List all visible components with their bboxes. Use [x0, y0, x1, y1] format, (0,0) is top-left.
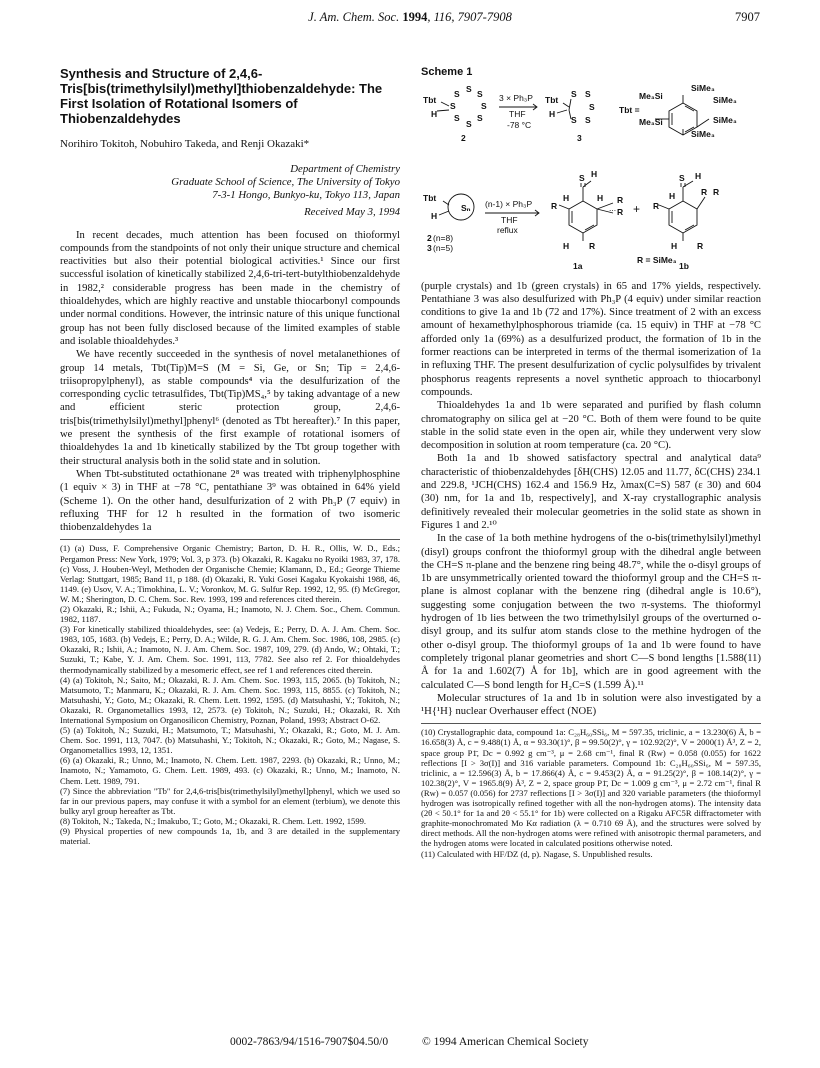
footnote: (8) Tokitoh, N.; Takeda, N.; Imakubo, T.; Goto, M.; Okazaki, R. Chem. Lett. 1992, 1599.	[60, 815, 367, 826]
journal-volume: 116	[433, 10, 452, 24]
affiliation-line: Department of Chemistry	[290, 163, 400, 176]
temperature-label: -78 °C	[507, 120, 532, 131]
bond-line	[439, 211, 449, 215]
footnote: (7) Since the abbreviation "Tb" for 2,4,6-tris[bis(trimethylsilyl)methyl]phenyl, which we used so far in our previous papers, may confuse it with a symbol for an element (terbium), we denote this bulky aryl group hereafter as Tbt.	[60, 785, 400, 816]
body-paragraph: In the case of 1a both methine hydrogens of the o-bis(trimethylsilyl)methyl (disyl) groups confront the thioformyl group with the dihedral angle between the CH=S π-plane and the benzene ring being 48.7°, while the o-disyl groups of 1b are unsymmetrically oriented toward the thioformyl group and the CH=S π-plane is almost coplanar with the benzene ring (dihedral angle is 10.6°), suggesting some conjugation between the two π-systems. The thioformyl hydrogen of 1b lies between the two trimethylsilyl groups of the overturned o-disyl group, and its sulfur atom stands close to the methine hydrogen of the other o-disyl group. The thioformyl groups of 1a and 1b were found to have completely trigonal planar geometries and short C—S bond lengths [1.588(11) Å for 1a and 1.602(7) Å for 1b], which are in good agreement with the calculated C—S bond length for H₂C=S (1.599 Å).¹¹	[421, 533, 761, 691]
s-label: S	[585, 115, 591, 126]
compound-label-3: 3	[427, 243, 432, 254]
r-definition: R = SiMe₃	[637, 255, 677, 266]
footnote-divider	[60, 539, 400, 540]
r-label: R	[713, 187, 720, 198]
h-label: H	[669, 191, 676, 202]
tbt-label: Tbt	[423, 193, 437, 204]
s-label: S	[571, 89, 577, 100]
h-label: H	[563, 241, 570, 252]
bond-line	[563, 103, 569, 107]
s-label: S	[477, 113, 483, 124]
benzene-ring	[569, 201, 597, 233]
s-label: S	[679, 173, 685, 184]
tbt-label: Tbt	[423, 95, 437, 106]
h-label: H	[597, 193, 604, 204]
footnote: (11) Calculated with HF/DZ (d, p). Nagase, S. Unpublished results.	[421, 848, 653, 859]
r-label: R	[617, 195, 624, 206]
s-label: S	[477, 89, 483, 100]
left-column	[60, 66, 400, 846]
bond-line	[659, 205, 669, 209]
r-label: R	[551, 201, 558, 212]
sime3-label: SiMe₃	[713, 95, 737, 106]
footnote: (9) Physical properties of new compounds 1a, 1b, and 3 are detailed in the supplementary material.	[60, 826, 400, 847]
footnote: (3) For kinetically stabilized thioaldehydes, see: (a) Vedejs, E.; Perry, D. A. J. Am. Chem. Soc. 1983, 105, 1683. (b) Vedejs, E.; Perry, D. A.; Wilde, R. G. J. Am. Chem. Soc. 1986, 108, 2985. (c) Okazaki, R.; Ishii, A.; Inamoto, N. J. Am. Chem. Soc. 1987, 109, 279. (d) Ando, W.; Ohtaki, T.; Suzuki, T.; Kabe, Y. J. Am. Chem. Soc. 1991, 113, 7782. See also ref 2. For thioaldehydes thermodynamically stabilized by a mesomeric effect, see ref 1 and references cited therein.	[60, 624, 400, 675]
r-label: R	[653, 201, 660, 212]
solvent-label: THF	[501, 215, 518, 226]
affiliation-line: 7-3-1 Hongo, Bunkyo-ku, Tokyo 113, Japan	[212, 189, 400, 202]
bond-line	[437, 110, 449, 111]
scheme-title: Scheme 1	[421, 66, 473, 78]
solvent-label: THF	[509, 109, 526, 120]
s-label: S	[450, 101, 456, 112]
h-label: H	[431, 109, 438, 120]
compound-label-1b: 1b	[679, 261, 689, 272]
reagent-label: 3 × Ph₃P	[499, 93, 533, 104]
tbt-definition-label: Tbt =	[619, 105, 640, 116]
bond-line	[557, 110, 567, 113]
body-paragraph: Molecular structures of 1a and 1b in solution were also investigated by a ¹H{¹H} nuclear Overhauser effect (NOE)	[421, 692, 761, 718]
me3si-label: Me₃Si	[639, 117, 663, 128]
bond-line	[559, 205, 569, 209]
footnotes-left	[60, 543, 400, 846]
article-title: Synthesis and Structure of 2,4,6-Tris[bis(trimethylsilyl)methyl]thiobenzaldehyde: The First Isolation of Rotational Isomers of Thiobenzaldehydes	[60, 66, 383, 126]
body-paragraph: In recent decades, much attention has been focused on thioformyl compounds from the standpoints of not only their unique structure and chemical reactivities but also their potential biological activities.¹ Since our first successful isolation of kinetically stabilized 2,4,6-tri-tert-butylthiobenzaldehyde in 1982,² considerable progress has been made in the chemistry of thioaldehydes, which are highly reactive and unstable thiocarbonyl compounds under normal conditions. However, the intrinsic nature of this unique functional group has not been fully disclosed because of the limited examples of stable and isolable thioaldehydes.³	[60, 229, 400, 347]
compound-label-1a: 1a	[573, 261, 583, 272]
sime3-label: SiMe₃	[691, 129, 715, 140]
affiliation	[60, 163, 400, 202]
s-label: S	[454, 89, 460, 100]
article-code: 0002-7863/94/1516-7907$04.50/0	[230, 1036, 389, 1048]
sime3-label: SiMe₃	[713, 115, 737, 126]
affiliation-line: Graduate School of Science, The University of Tokyo	[171, 176, 400, 189]
footnote: (2) Okazaki, R.; Ishii, A.; Fukuda, N.; Oyama, H.; Inamoto, N. J. Chem. Soc., Chem. Commun. 1982, 1187.	[60, 603, 400, 625]
r-label: R	[589, 241, 596, 252]
footnote: (5) (a) Tokitoh, N.; Suzuki, H.; Matsumoto, T.; Matsuhashi, Y.; Okazaki, R.; Goto, M. J. Am. Chem. Soc. 1991, 113, 7047. (b) Matsuhashi, Y.; Tokitoh, N.; Okazaki, R.; Goto, M.; Nagase, S. Organometallics 1993, 12, 1351.	[60, 725, 400, 756]
running-header	[60, 10, 760, 28]
s-label: S	[571, 115, 577, 126]
footnote: (6) (a) Okazaki, R.; Unno, M.; Inamoto, N. Chem. Lett. 1987, 2293. (b) Okazaki, R.; Unno, M.; Inamoto, N.; Yamamoto, G. Chem. Lett. 1989, 493. (c) Okazaki, R.; Unno, M.; Inamoto, N. Chem. Lett. 1989, 791.	[60, 755, 400, 786]
journal-year: 1994	[402, 10, 428, 24]
sn-label: Sₙ	[461, 203, 471, 214]
journal-name: J. Am. Chem. Soc.	[308, 10, 400, 24]
n8-label: (n=8)	[433, 233, 454, 244]
body-paragraph: When Tbt-substituted octathionane 2⁸ was treated with triphenylphosphine (1 equiv × 3) in THF at −78 °C, pentathiane 3⁹ was obtained in 64% yield (Scheme 1). On the other hand, desulfurization of 2 with Ph₃P (7 equiv) in refluxing THF for 12 h resulted in the formation of two isomeric thiobenzaldehydes 1a	[60, 468, 400, 534]
body-paragraph: Thioaldehydes 1a and 1b were separated and purified by flash column chromatography on silica gel at −20 °C. Both of them were found to be quite stable in the solid state even in the open air, while they underwent very slow decomposition in solution at room temperature (ca. 20 °C).	[421, 400, 761, 452]
r-label: R	[697, 241, 704, 252]
me3si-label: Me₃Si	[639, 91, 663, 102]
footnote: (10) Crystallographic data, compound 1a: C₂₈H₆₀SSi₆, M = 597.35, triclinic, a = 13.230(6) Å, b = 16.658(3) Å, c = 9.488(1) Å, α = 93.30(1)°, β = 99.50(2)°, γ = 102.92(2)°, V = 2000(1) Å³, Z = 2, space group P1̄, Dc = 0.992 g cm⁻³, μ = 2.68 cm⁻¹, final R (Rw) = 0.058 (0.055) for 1622 reflections [I > 3σ(I)] and 316 variable parameters. Compound 1b: C₂₈H₆₀SSi₆, M = 597.35, triclinic, a = 12.596(3) Å, b = 17.866(4) Å, c = 9.453(2) Å, α = 91.25(2)°, β = 108.14(2)°, γ = 102.38(2)°, V = 1965.8(9) Å³, Z = 2, space group P1̄, Dc = 1.009 g cm⁻³, μ = 2.72 cm⁻¹, final R (Rw) = 0.057 (0.056) for 2737 reflections [I > 3σ(I)] and 320 variable parameters (the thioformyl hydrogen was isotropically refined together with all the non-hydrogen atoms). The intensity data (2θ < 50.1° for 1a and 2θ < 55.1° for 1b) were collected on a Rigaku AFC5R diffractometer with graphite-monochromated Mo Kα radiation (λ = 0.710 69 Å), and the structures were solved by direct methods. All the non-hydrogen atoms were refined with anisotropic thermal parameters, and the hydrogen atoms were located in calculated positions otherwise noted.	[421, 727, 761, 849]
bond-line	[443, 201, 449, 205]
s-label: S	[466, 84, 472, 95]
bond-line	[697, 197, 705, 209]
body-paragraph: (purple crystals) and 1b (green crystals) in 65 and 17% yields, respectively. Pentathiane 3 was also desulfurized with Ph₃P (4 equiv) under similar reaction conditions to give 1a and 1b (72 and 17%). Since treatment of 2 with an excess amount of hexamethylphosphorous triamide (ca. 15 equiv) in THF at −78 °C afforded only 1a (69%) as a desulfurized product, the formation of 1b in the former reactions can be interpreted in terms of the thermal isomerization of 1a in refluxing THF. The present desulfurization of cyclic polysulfides by trivalent phosphorus reagents represents a novel synthetic approach to thiocarbonyl compounds.	[421, 280, 761, 398]
ellipsis-label: ...	[609, 203, 617, 214]
page-number: 7907	[735, 10, 760, 24]
copyright-notice: © 1994 American Chemical Society	[422, 1036, 589, 1048]
tbt-label: Tbt	[545, 95, 559, 106]
s-label: S	[466, 119, 472, 130]
benzene-ring	[669, 201, 697, 233]
plus-sign: +	[633, 202, 641, 217]
h-label: H	[671, 241, 678, 252]
h-label: H	[549, 109, 556, 120]
s-label: S	[579, 173, 585, 184]
compound-label-3: 3	[577, 133, 582, 144]
reagent-label: (n-1) × Ph₃P	[485, 199, 533, 210]
footnotes-right	[421, 727, 761, 858]
footnote: (1) (a) Duss, F. Comprehensive Organic Chemistry; Barton, D. H. R., Ollis, W. D., Eds.; Pergamon Press: New York, 1979; Vol. 3, p 373. (b) Okazaki, R. Kagaku no Ryoiki 1983, 37, 178. (c) Voss, J. Houben-Weyl, Methoden der Organische Chemie; Klamann, D., Ed.; George Thieme Verlag: Stuttgart, 1985; Band 11, p 188. (d) Okazaki, R. Yuki Gosei Kagaku Kyokaishi 1988, 46, 1149. (e) Usov, V. A.; Timokhina, L. V.; Voronkov, M. G. Sulfur Rep. 1992, 12, 95. (f) McGregor, W. M.; Sherington, D. C. Chem. Soc. Rev. 1993, 199 and references cited therein.	[60, 543, 400, 604]
journal-pages: 7907-7908	[457, 10, 512, 24]
journal-citation: J. Am. Chem. Soc. 1994, 116, 7907-7908	[308, 10, 512, 24]
compound-label-2: 2	[461, 133, 466, 144]
r-label: R	[617, 207, 624, 218]
s-label: S	[454, 113, 460, 124]
footnote: (4) (a) Tokitoh, N.; Saito, M.; Okazaki, R. J. Am. Chem. Soc. 1993, 115, 2065. (b) Tokitoh, N.; Matsumoto, T.; Manmaru, K.; Okazaki, R. J. Am. Chem. Soc. 1993, 115, 8855. (c) Tokitoh, N.; Matsuhashi, Y.; Goto, M.; Okazaki, R. Chem. Lett. 1992, 1595. (d) Matsuhashi, Y.; Tokitoh, N.; Okazaki, R. Organometallics 1993, 12, 2573. (e) Tokitoh, N.; Suzuki, H.; Okazaki, R. Xth International Symposium on Organosilicon Chemistry, Poznan, Poland, 1993; Abstract O-62.	[60, 674, 400, 726]
body-paragraph: We have recently succeeded in the synthesis of novel metalanethiones of group 14 metals, Tbt(Tip)M=S (M = Si, Ge, or Sn; Tip = 2,4,6-triisopropylphenyl), as stable compounds⁴ via the desulfurization of the corresponding cyclic tetrasulfides, Tbt(Tip)MS₄,⁵ by taking advantage of a new and efficient steric protection group, 2,4,6-tris[bis(trimethylsilyl)methyl]phenyl⁶ (denoted as Tbt hereafter).⁷ In this paper, we present the synthesis of the first example of rotational isomers of thioaldehydes 1a and 1b kinetically stabilized by the Tbt group together with their structural analysis both in the solid state and in solution.	[60, 349, 400, 467]
s-label: S	[589, 102, 595, 113]
s-label: S	[481, 101, 487, 112]
received-date: Received May 3, 1994	[304, 206, 400, 219]
h-label: H	[591, 169, 598, 180]
r-label: R	[701, 187, 708, 198]
author-list: Norihiro Tokitoh, Nobuhiro Takeda, and Renji Okazaki*	[60, 138, 310, 150]
s-label: S	[585, 89, 591, 100]
h-label: H	[563, 193, 570, 204]
bond-line	[569, 99, 571, 110]
h-label: H	[695, 171, 702, 182]
condition-label: reflux	[497, 225, 518, 236]
h-label: H	[431, 211, 438, 222]
sime3-label: SiMe₃	[691, 83, 715, 94]
bond-line	[441, 102, 449, 106]
compound-label-2: 2	[427, 233, 432, 244]
body-paragraph: Both 1a and 1b showed satisfactory spectral and analytical data⁹ characteristic of thiobenzaldehydes [δH(CHS) 12.05 and 11.77, δC(CHS) 234.1 and 229.8, ¹JCH(CHS) 162.4 and 156.9 Hz, λmax(C=S) 587 (ε 30) and 604 (30) nm, for 1a and 1b, respectively], and X-ray crystallographic analysis definitively revealed their molecular geometries in the solid state as shown in Figures 1 and 2.¹⁰	[421, 453, 761, 531]
scheme-1-figure	[421, 83, 761, 275]
right-column	[421, 66, 761, 859]
footnote-divider	[421, 723, 761, 724]
n5-label: (n=5)	[433, 243, 454, 254]
bond-line	[697, 119, 709, 127]
